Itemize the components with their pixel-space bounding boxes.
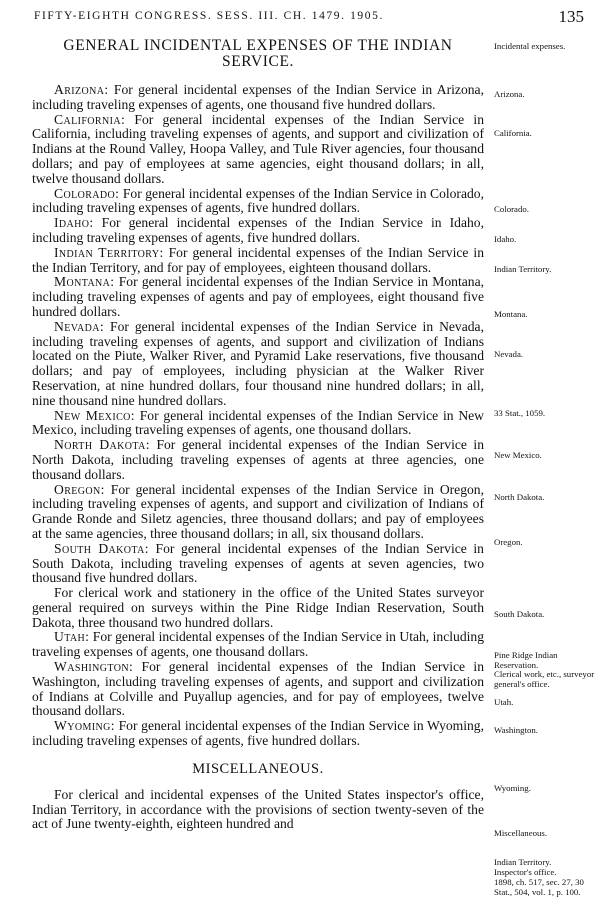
sidenote: New Mexico.	[494, 450, 542, 460]
sidenote: Wyoming.	[494, 783, 531, 793]
page-number: 135	[558, 7, 584, 26]
paragraph-nevada	[32, 320, 484, 409]
paragraph-text: For general incidental expenses of the Indian Service in the Indian Territory, and for pay of employees, eighteen thousand dollars.	[32, 244, 485, 275]
paragraph-montana	[32, 275, 484, 319]
paragraph-text: For general incidental expenses of the Indian Service in New Mexico, including traveling expenses of agents, one thousand dollars.	[32, 407, 485, 438]
paragraph-clerical-work	[32, 586, 484, 630]
paragraph-lead: California:	[54, 111, 126, 127]
sidenote: Nevada.	[494, 349, 524, 359]
sidenote: North Dakota.	[494, 492, 545, 502]
sidenote: Montana.	[494, 309, 528, 319]
sidenote: Inspector's office.	[494, 867, 557, 877]
running-head: FIFTY-EIGHTH CONGRESS. SESS. III. CH. 1479. 1905.	[34, 10, 384, 22]
paragraph-lead: Oregon:	[54, 481, 105, 497]
paragraph-indian-territory	[32, 246, 484, 276]
paragraph-lead: Utah:	[54, 629, 90, 645]
sidenote: 33 Stat., 1059.	[494, 408, 546, 418]
paragraph-text: For general incidental expenses of the Indian Service in North Dakota, including traveling expenses of agents at three agencies, one thousand dollars.	[32, 437, 484, 482]
paragraph-lead: Indian Territory:	[54, 244, 164, 260]
sidenote: South Dakota.	[494, 609, 545, 619]
paragraph-lead: Montana:	[54, 274, 115, 290]
paragraph-lead: Wyoming:	[54, 718, 115, 734]
paragraph-text: For general incidental expenses of the Indian Service in Nevada, including traveling expenses of agents, and support and civilization of Indians located on the Piute, Walker River, and Pyramid Lake reservations, five thousand dollars; and pay of employees, including physician at the Walker River Reservation, at nine hundred dollars, four thousand nine hundred dollars; in all, nine thousand nine hundred dollars.	[32, 318, 484, 408]
sidenote: Colorado.	[494, 204, 529, 214]
sidenote: 1898, ch. 517, sec. 27, 30 Stat., 504, vol. 1, p. 100.	[494, 877, 584, 897]
sidenote: California.	[494, 128, 532, 138]
paragraph-colorado	[32, 187, 484, 217]
main-text	[32, 38, 484, 832]
paragraph-north-dakota	[32, 438, 484, 482]
sidenote: Incidental expenses.	[494, 41, 566, 51]
paragraph-text: For general incidental expenses of the Indian Service in Colorado, including traveling expenses of agents, five hundred dollars.	[32, 185, 484, 216]
paragraph-lead: North Dakota:	[54, 437, 150, 453]
paragraph-text: For general incidental expenses of the Indian Service in South Dakota, including traveling expenses of agents at seven agencies, two thousand five hundred dollars.	[32, 540, 484, 586]
sidenote: Indian Territory.	[494, 264, 552, 274]
sidenote: Oregon.	[494, 537, 523, 547]
paragraph-inspectors-office: For clerical and incidental expenses of the United States inspector's office, Indian Territory, in accordance with the provisions of section twenty-seven of the act of June twenty-eighth, eighteen hundred and	[32, 786, 484, 832]
paragraph-lead: Colorado:	[54, 185, 120, 201]
sidenote: Utah.	[494, 697, 514, 707]
sidenote: Washington.	[494, 725, 539, 735]
paragraph-lead: Arizona:	[54, 82, 109, 97]
paragraph-text: For general incidental expenses of the Indian Service in Utah, including traveling expenses of agents, one thousand dollars.	[32, 629, 484, 660]
sidenote: Idaho.	[494, 234, 517, 244]
paragraph-arizona	[32, 83, 484, 113]
paragraph-lead: Washington:	[54, 659, 134, 675]
paragraph-utah	[32, 630, 484, 660]
running-header	[24, 8, 584, 30]
paragraph-california	[32, 113, 484, 187]
section-title: GENERAL INCIDENTAL EXPENSES OF THE INDIAN SERVICE.	[63, 37, 453, 70]
sidenote: Miscellaneous.	[494, 828, 548, 838]
paragraph-new-mexico	[32, 409, 484, 439]
paragraph-text: For general incidental expenses of the Indian Service in Idaho, including traveling expenses of agents, five hundred dollars.	[32, 215, 484, 245]
paragraph-text: For general incidental expenses of the Indian Service in Wyoming, including traveling expenses of agents, five hundred dollars.	[32, 718, 484, 749]
sidenote: Indian Territory.	[494, 857, 552, 867]
paragraph-wyoming	[32, 719, 484, 749]
paragraph-text: For general incidental expenses of the Indian Service in Washington, including traveling expenses of agents, and support and civilization of Indians at Colville and Puyallup agencies, and for pay of employees, twelve thousand dollars.	[32, 659, 484, 719]
paragraph-lead: Idaho:	[54, 215, 94, 231]
paragraph-text: For general incidental expenses of the Indian Service in Montana, including traveling expenses of agents and pay of employees, eight thousand five hundred dollars.	[32, 274, 484, 319]
paragraph-lead: South Dakota:	[54, 540, 149, 556]
miscellaneous-heading: MISCELLANEOUS.	[192, 760, 324, 777]
paragraph-lead: New Mexico:	[54, 407, 135, 423]
paragraph-text: For general incidental expenses of the Indian Service in Arizona, including traveling expenses of agents, one thousand five hundred dollars.	[32, 82, 484, 112]
sidenote: Pine Ridge Indian Reservation.	[494, 650, 558, 670]
sidenote: Arizona.	[494, 89, 525, 99]
sidenote: Clerical work, etc., surveyor general's office.	[494, 669, 595, 689]
paragraph-lead: Nevada:	[54, 318, 105, 334]
paragraph-text: For general incidental expenses of the Indian Service in Oregon, including traveling expenses of agents, and support and civilization of Indians of Grande Ronde and Siletz agencies, three thousand dollars; and pay of employees at the same agencies, three thousand dollars; in all, six thousand dollars.	[32, 481, 484, 541]
paragraph-idaho	[32, 216, 484, 246]
paragraph-washington	[32, 660, 484, 719]
paragraph-text: For clerical work and stationery in the office of the United States surveyor general required on surveys within the Pine Ridge Indian Reservation, South Dakota, three thousand two hundred dollars.	[32, 585, 484, 630]
paragraph-south-dakota	[32, 542, 484, 586]
paragraph-oregon	[32, 483, 484, 542]
paragraph-text: For general incidental expenses of the Indian Service in California, including traveling expenses of agents, and support and civilization of Indians at the Round Valley, Hoopa Valley, and Tule River agencies, four thousand dollars; and pay of employees at same agencies, eight thousand dollars; in all, twelve thousand dollars.	[32, 111, 484, 186]
